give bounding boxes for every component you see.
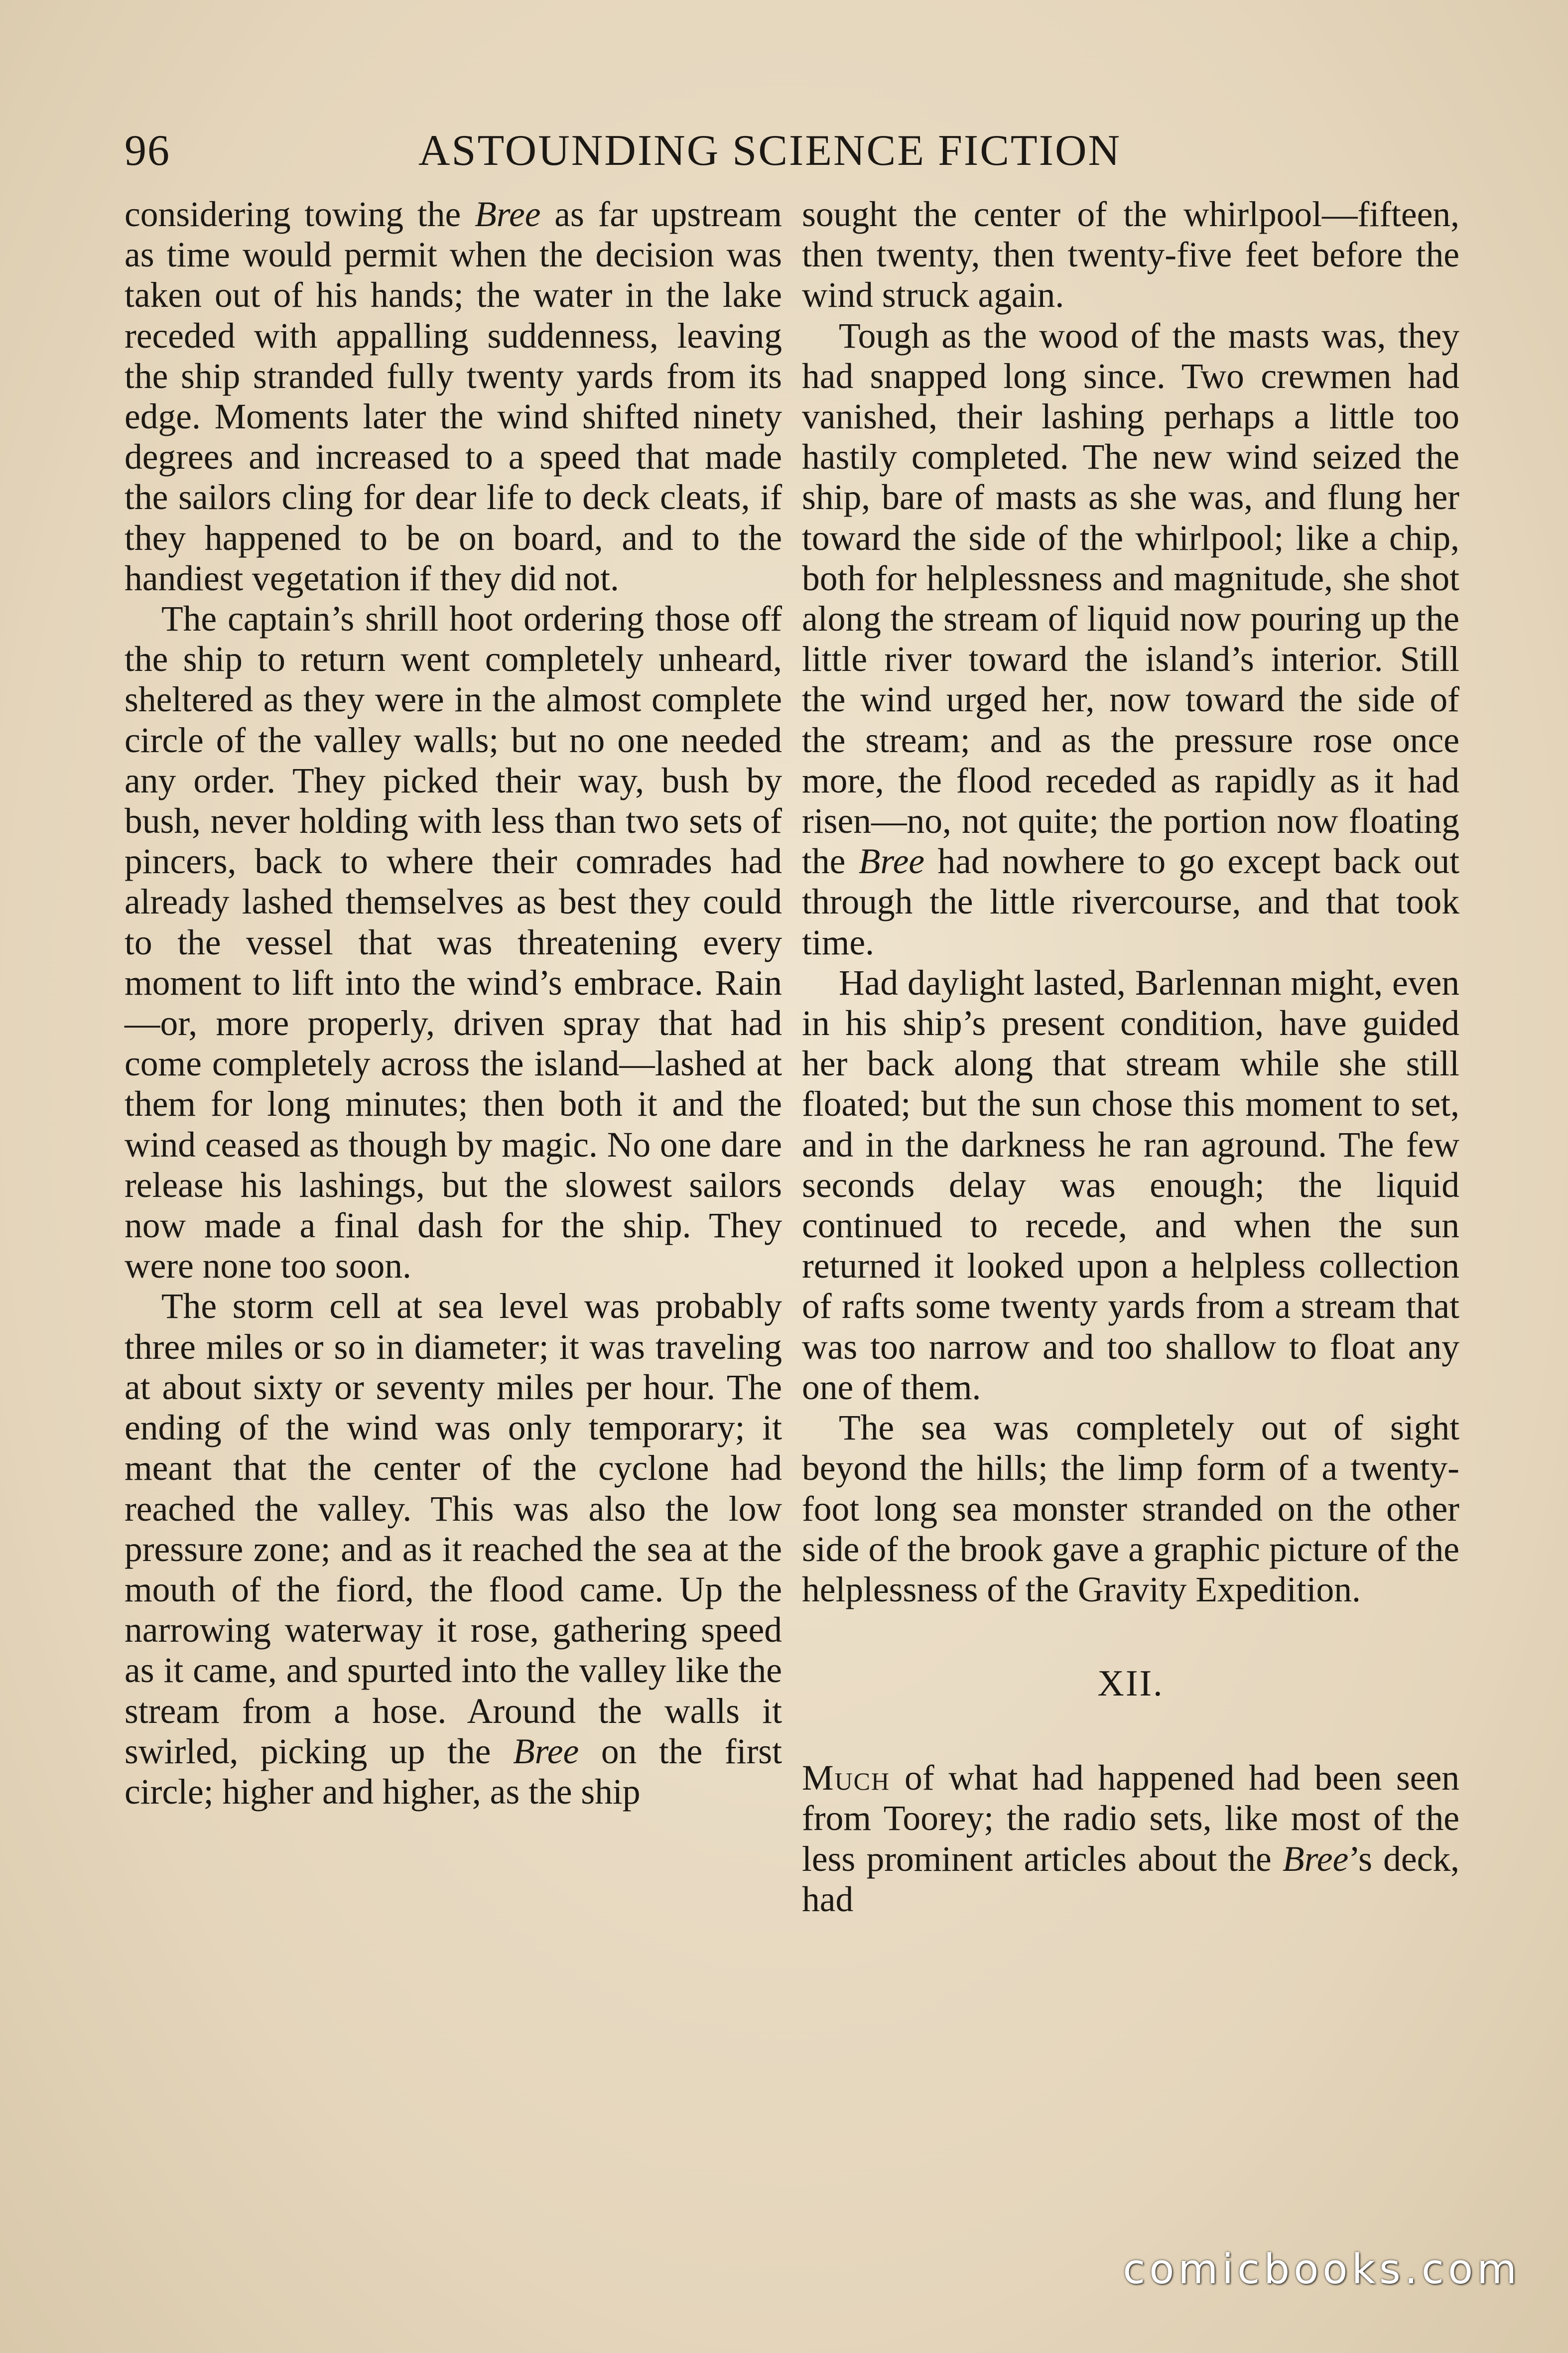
text-run: Tough as the wood of the masts was, they had snapped long since. Two crewmen had vanished, their lashing perhaps a little too hastily completed. The new wind seized the ship, bare of masts as she was, and flung her toward the side of the whirlpool; like a chip, both for helplessness and magnitude, she shot along the stream of liquid now pouring up the little river toward the island’s interior. Still the wind urged her, now toward the side of the stream; and as the pressure rose once more, the flood receded as rapidly as it had risen—no, not quite; the portion now floating the [802, 316, 1459, 882]
running-title: ASTOUNDING SCIENCE FICTION [418, 127, 1122, 175]
ship-name: Bree [858, 842, 925, 882]
paragraph [802, 316, 1459, 963]
text-run: ’s deck, had [802, 1839, 1459, 1919]
drop-lead-word: Much [802, 1758, 891, 1798]
text-run: had nowhere to go except back out through the little rivercourse, and that took time. [802, 842, 1459, 962]
text-run: The storm cell at sea level was probably three miles or so in diameter; it was traveling at about sixty or seventy miles per hour. The ending of the wind was only temporary; it meant that the center of the cyclone had reached the valley. This was also the low pressure zone; and as it reached the sea at the mouth of the fiord, the flood came. Up the narrowing waterway it rose, gathering speed as it came, and spurted into the valley like the stream from a hose. Around the walls it swirled, picking up the [125, 1287, 782, 1771]
watermark: comicbooks.com [1123, 2246, 1521, 2293]
text-run: on the first circle; higher and higher, as the ship [125, 1731, 782, 1812]
paragraph: The sea was completely out of sight beyond the hills; the limp form of a twenty-foot long sea monster stranded on the other side of the brook gave a graphic picture of the helplessness of the Gravity Expedition. [802, 1408, 1459, 1609]
paragraph: Had daylight lasted, Barlennan might, even in his ship’s present condition, have guided her back along that stream while she still floated; but the sun chose this moment to set, and in the darkness he ran aground. The few seconds delay was enough; the liquid continued to recede, and when the sun returned it looked upon a helpless collection of rafts some twenty yards from a stream that was too narrow and too shallow to float any one of them. [802, 963, 1459, 1407]
page-header [125, 124, 1449, 178]
paragraph [802, 1758, 1459, 1920]
paragraph [125, 194, 782, 599]
chapter-heading: XII. [1097, 1663, 1164, 1704]
ship-name: Bree [1282, 1839, 1349, 1879]
ship-name: Bree [513, 1731, 579, 1771]
paragraph: sought the center of the whirlpool—fifteen, then twenty, then twenty-five feet before the wind struck again. [802, 195, 1459, 315]
ship-name: Bree [475, 195, 541, 234]
text-run: as far upstream as time would permit when the decision was taken out of his hands; the water in the lake receded with appalling suddenness, leaving the ship stranded fully twenty yards from its edge. Moments later the wind shifted ninety degrees and increased to a speed that made the sailors cling for dear life to deck cleats, if they happened to be on board, and to the handiest vegetation if they did not. [125, 195, 782, 598]
page-number: 96 [125, 127, 170, 175]
right-column [802, 194, 1459, 1920]
paragraph [125, 1286, 782, 1812]
text-run: considering towing the [125, 195, 475, 234]
left-column [125, 194, 782, 1812]
paragraph: The captain’s shrill hoot ordering those off the ship to return went completely unheard, sheltered as they were in the almost complete circle of the valley walls; but no one needed any order. They picked their way, bush by bush, never holding with less than two sets of pincers, back to where their comrades had already lashed themselves as best they could to the vessel that was threatening every moment to lift into the wind’s embrace. Rain—or, more properly, driven spray that had come completely across the island—lashed at them for long minutes; then both it and the wind ceased as though by magic. No one dare release his lashings, but the slowest sailors now made a final dash for the ship. They were none too soon. [125, 599, 782, 1286]
text-run: of what had happened had been seen from Toorey; the radio sets, like most of the less prominent articles about the [802, 1758, 1459, 1879]
